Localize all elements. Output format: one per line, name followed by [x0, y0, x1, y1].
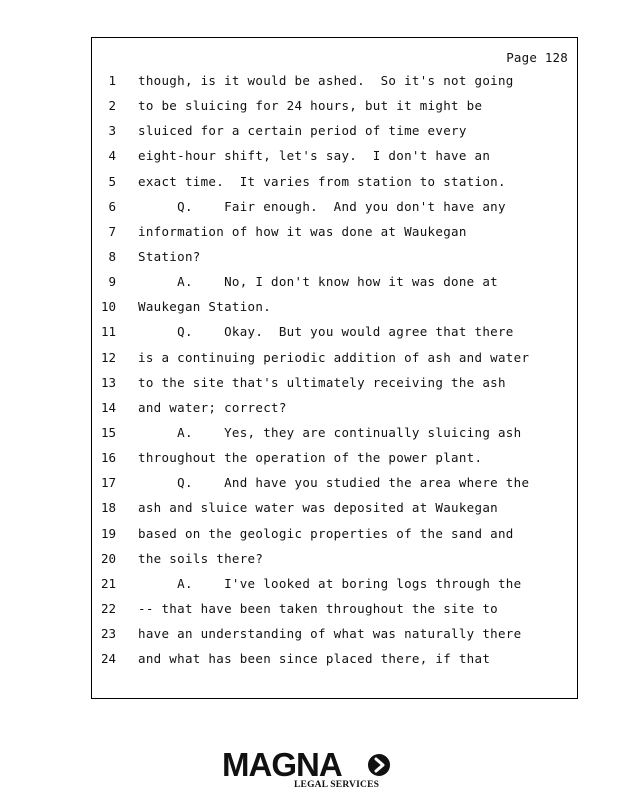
page-number: Page 128 — [506, 50, 568, 65]
line-text: the soils there? — [138, 550, 264, 566]
line-text: -- that have been taken throughout the site to — [138, 600, 498, 616]
transcript-line — [92, 621, 577, 646]
line-number: 17 — [100, 475, 116, 491]
transcript-line — [92, 269, 577, 294]
line-number: 14 — [100, 399, 116, 415]
transcript-line — [92, 345, 577, 370]
line-text: Q. Okay. But you would agree that there — [138, 324, 514, 340]
transcript-line — [92, 571, 577, 596]
line-number: 15 — [100, 424, 116, 440]
line-text: exact time. It varies from station to station. — [138, 173, 506, 189]
transcript-line — [92, 93, 577, 118]
line-number: 6 — [108, 198, 116, 214]
transcript-line — [92, 219, 577, 244]
line-number: 7 — [108, 223, 116, 239]
line-number: 22 — [100, 600, 116, 616]
line-text: A. No, I don't know how it was done at — [138, 274, 498, 290]
line-text: is a continuing periodic addition of ash and water — [138, 349, 530, 365]
line-text: Waukegan Station. — [138, 299, 272, 315]
transcript-line — [92, 420, 577, 445]
line-text: A. Yes, they are continually sluicing ash — [138, 424, 522, 440]
line-text: based on the geologic properties of the sand and — [138, 525, 514, 541]
line-number: 21 — [100, 575, 116, 591]
line-text: A. I've looked at boring logs through the — [138, 575, 522, 591]
line-number: 4 — [108, 148, 116, 164]
line-number: 13 — [100, 374, 116, 390]
line-number: 23 — [100, 626, 116, 642]
logo-subtitle: LEGAL SERVICES — [294, 780, 380, 790]
line-number: 16 — [100, 450, 116, 466]
logo-wordmark: MAGNA — [222, 746, 342, 783]
transcript-line — [92, 470, 577, 495]
arrow-right-circle-icon — [368, 754, 390, 776]
transcript-line — [92, 244, 577, 269]
transcript-line — [92, 521, 577, 546]
line-number: 3 — [108, 123, 116, 139]
line-text: sluiced for a certain period of time every — [138, 123, 467, 139]
line-number: 5 — [108, 173, 116, 189]
line-number: 9 — [108, 274, 116, 290]
line-number: 19 — [100, 525, 116, 541]
line-text: Q. Fair enough. And you don't have any — [138, 198, 506, 214]
transcript-line — [92, 169, 577, 194]
transcript-page — [91, 37, 578, 699]
transcript-line — [92, 395, 577, 420]
magna-logo — [222, 748, 397, 793]
transcript-line — [92, 143, 577, 168]
line-text: have an understanding of what was naturally there — [138, 626, 522, 642]
line-text: ash and sluice water was deposited at Waukegan — [138, 500, 498, 516]
line-text: Station? — [138, 248, 201, 264]
line-number: 10 — [100, 299, 116, 315]
transcript-line — [92, 495, 577, 520]
line-text: to be sluicing for 24 hours, but it might be — [138, 98, 483, 114]
line-text: throughout the operation of the power plant. — [138, 450, 483, 466]
line-number: 11 — [100, 324, 116, 340]
transcript-line — [92, 646, 577, 671]
transcript-line — [92, 319, 577, 344]
transcript-line — [92, 370, 577, 395]
transcript-line — [92, 118, 577, 143]
transcript-line — [92, 68, 577, 93]
line-text: Q. And have you studied the area where the — [138, 475, 530, 491]
line-number: 18 — [100, 500, 116, 516]
line-text: though, is it would be ashed. So it's not going — [138, 73, 514, 88]
line-text: eight-hour shift, let's say. I don't have an — [138, 148, 491, 164]
line-text: to the site that's ultimately receiving the ash — [138, 374, 506, 390]
line-text: information of how it was done at Waukegan — [138, 223, 467, 239]
line-number: 12 — [100, 349, 116, 365]
line-text: and water; correct? — [138, 399, 287, 415]
line-number: 1 — [108, 73, 116, 88]
line-number: 8 — [108, 248, 116, 264]
line-text: and what has been since placed there, if that — [138, 651, 491, 667]
transcript-line — [92, 445, 577, 470]
transcript-line — [92, 194, 577, 219]
line-number: 2 — [108, 98, 116, 114]
line-number: 24 — [100, 651, 116, 667]
transcript-line — [92, 546, 577, 571]
transcript-line — [92, 596, 577, 621]
transcript-lines — [92, 68, 577, 671]
line-number: 20 — [100, 550, 116, 566]
transcript-line — [92, 294, 577, 319]
